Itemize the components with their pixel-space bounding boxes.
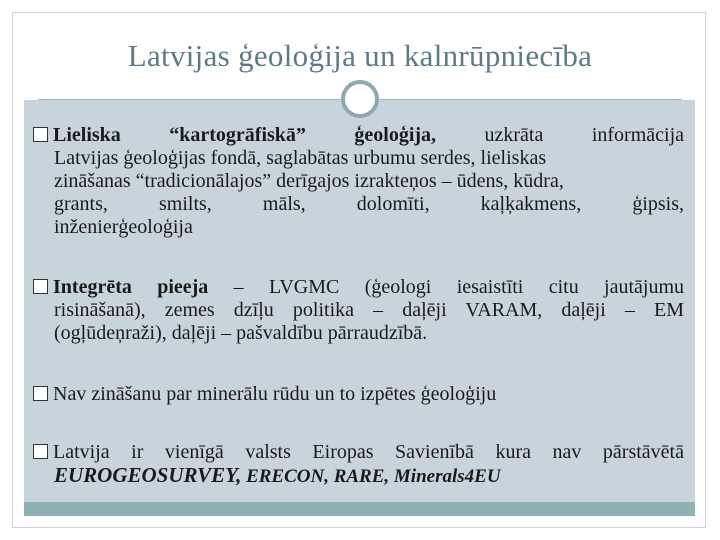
bullet-box-icon bbox=[33, 127, 48, 142]
bullet-box-icon bbox=[33, 279, 48, 294]
bullet-4-line bbox=[33, 464, 684, 488]
bullet-2-line: risināšanā), zemes dzīļu politika – daļēji VARAM, daļēji – EM bbox=[54, 299, 684, 321]
network-names: ERECON, RARE, Minerals4EU bbox=[241, 466, 501, 487]
bullet-4-first-line bbox=[33, 441, 684, 464]
bullet-box-icon bbox=[33, 444, 48, 459]
bullet-2 bbox=[33, 276, 684, 345]
bullet-4-text: Latvija ir vienīgā valsts Eiropas Savienībā kura nav pārstāvētā bbox=[53, 441, 684, 463]
bullet-2-bold: Integrēta pieeja bbox=[53, 276, 209, 298]
bullet-2-text: – LVGMC (ģeologi iesaistīti citu jautājumu bbox=[233, 276, 685, 298]
eurogeosurvey-label: EUROGEOSURVEY, bbox=[54, 463, 242, 487]
bullet-1 bbox=[33, 124, 684, 239]
bullet-4 bbox=[33, 441, 684, 488]
bullet-1-text: uzkrāta informācija bbox=[484, 124, 685, 146]
bullet-box-icon bbox=[33, 386, 48, 401]
slide-title: Latvijas ģeoloģija un kalnrūpniecība bbox=[127, 38, 593, 73]
bullet-2-line: (ogļūdeņraži), daļēji – pašvaldību pārraudzībā. bbox=[54, 322, 428, 344]
bullet-1-line: inženierģeoloģija bbox=[54, 216, 193, 238]
bullet-1-line: grants, smilts, māls, dolomīti, kaļķakmens, ģipsis, bbox=[54, 193, 684, 215]
bullet-3 bbox=[33, 383, 684, 406]
footer-bar bbox=[24, 502, 695, 516]
bullet-3-text: Nav zināšanu par minerālu rūdu un to izpētes ģeoloģiju bbox=[53, 383, 497, 405]
title-ring-ornament bbox=[341, 80, 379, 118]
bullet-1-line: Latvijas ģeoloģijas fondā, saglabātas urbumu serdes, lieliskas bbox=[54, 147, 547, 169]
bullet-1-line: zināšanas “tradicionālajos” derīgajos izrakteņos – ūdens, kūdra, bbox=[54, 170, 564, 192]
bullet-2-first-line bbox=[33, 276, 684, 299]
bullet-1-bold: Lieliska “kartogrāfiskā” ģeoloģija, bbox=[53, 124, 437, 146]
bullet-1-first-line bbox=[33, 124, 684, 147]
